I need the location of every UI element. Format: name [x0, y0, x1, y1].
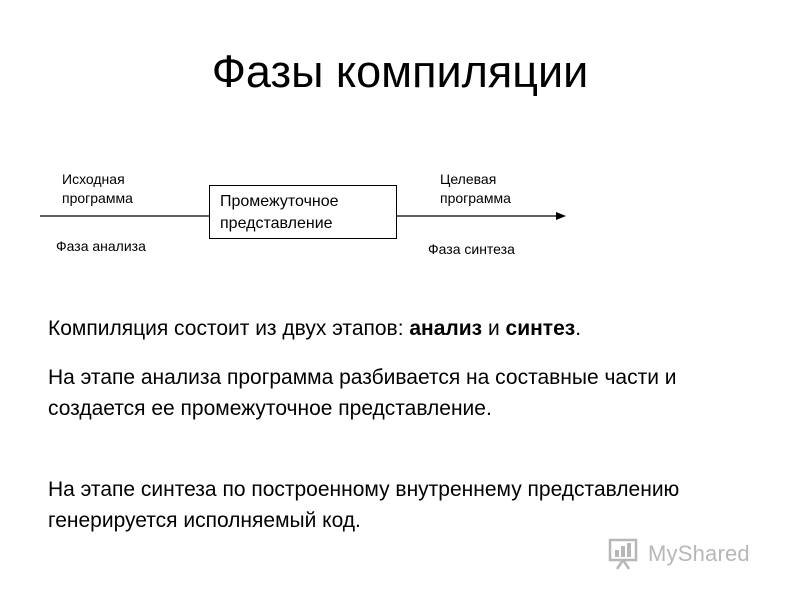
- term-analysis: анализ: [409, 317, 483, 340]
- watermark: [608, 537, 750, 571]
- paragraph-1: [48, 313, 748, 344]
- analysis-phase-label: Фаза анализа: [56, 238, 146, 254]
- source-program-label: Исходная программа: [62, 171, 133, 206]
- paragraph-3: На этапе синтеза по построенному внутреннему представлению генерируется исполняемый код.: [48, 478, 680, 532]
- paragraph-1-conjunction: и: [482, 317, 506, 340]
- paragraph-1-text: Компиляция состоит из двух этапов:: [48, 317, 410, 340]
- paragraph-2: На этапе анализа программа разбивается на составные части и создается ее промежуточное представление.: [48, 366, 677, 420]
- presentation-board-icon: [608, 537, 642, 571]
- page-title: Фазы компиляции: [211, 46, 589, 97]
- intermediate-representation-box: Промежуточное представление: [209, 185, 397, 239]
- arrow-head-icon: [556, 212, 566, 220]
- synthesis-phase-label: Фаза синтеза: [428, 241, 515, 257]
- paragraph-1-end: .: [575, 317, 582, 340]
- term-synthesis: синтез: [505, 317, 576, 340]
- target-program-label: Целевая программа: [440, 171, 511, 206]
- watermark-text: MyShared: [648, 541, 750, 566]
